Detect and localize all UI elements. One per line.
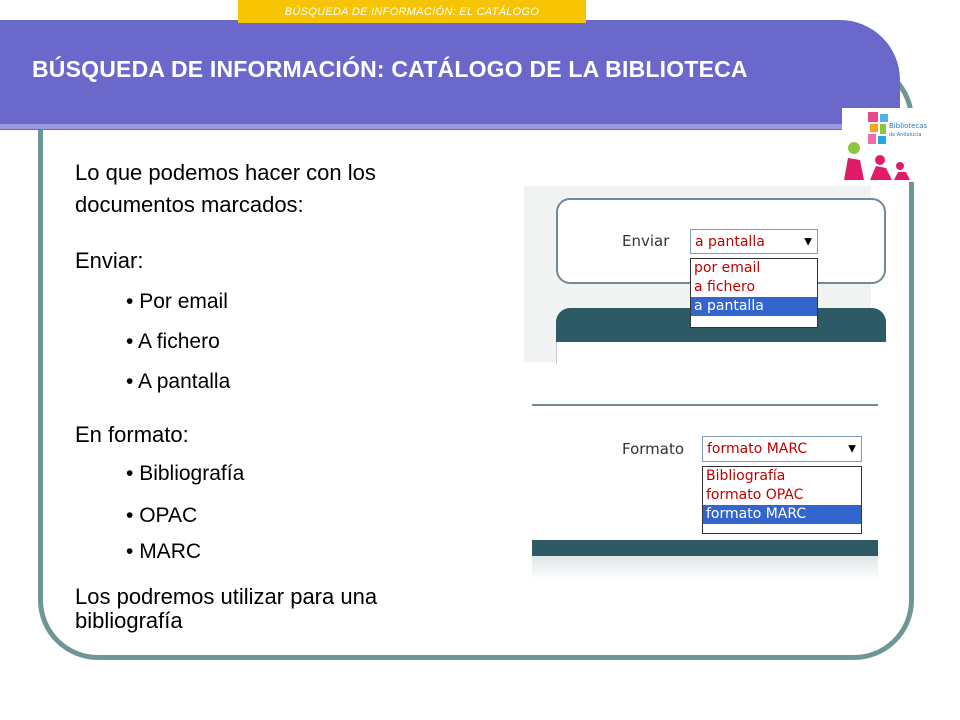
send-dropdown <box>690 258 818 328</box>
format-dropdown-option[interactable]: formato OPAC <box>706 487 804 503</box>
slide-title: BÚSQUEDA DE INFORMACIÓN: CATÁLOGO DE LA BIBLIOTECA <box>32 56 748 82</box>
logo-text-line1: Bibliotecas <box>889 122 928 130</box>
format-results-bar <box>532 540 878 556</box>
intro-line-1: Lo que podemos hacer con los <box>75 160 376 185</box>
format-results-area <box>532 556 878 580</box>
format-dropdown-option-selected[interactable]: formato MARC <box>703 505 861 524</box>
outro-line-1: Los podremos utilizar para una <box>75 584 378 609</box>
send-option-screen: • A pantalla <box>126 370 231 393</box>
format-screenshot <box>532 404 878 580</box>
format-heading: En formato: <box>75 422 189 447</box>
outro-line-2: bibliografía <box>75 608 183 633</box>
format-option-bibliography: • Bibliografía <box>126 462 245 485</box>
send-select[interactable] <box>690 229 818 254</box>
title-underline <box>0 124 844 129</box>
format-select-value: formato MARC <box>707 441 808 457</box>
send-results-area <box>556 342 887 364</box>
format-dropdown-option[interactable]: Bibliografía <box>706 468 786 484</box>
chevron-down-icon: ▼ <box>804 236 812 247</box>
send-heading: Enviar: <box>75 248 144 273</box>
send-dropdown-option[interactable]: a fichero <box>694 279 756 295</box>
intro-line-2: documentos marcados: <box>75 192 304 217</box>
send-option-email: • Por email <box>126 290 228 313</box>
send-select-label: Enviar <box>622 232 670 250</box>
send-dropdown-option-selected[interactable]: a pantalla <box>691 297 817 316</box>
format-option-marc: • MARC <box>126 540 202 563</box>
bibliotecas-andalucia-logo <box>842 108 928 182</box>
chevron-down-icon: ▼ <box>848 443 856 455</box>
format-option-opac: • OPAC <box>126 504 198 527</box>
format-dropdown <box>702 466 862 534</box>
section-tag: BÚSQUEDA DE INFORMACIÓN: EL CATÁLOGO <box>238 0 586 23</box>
logo-text-line2: de Andalucía <box>889 132 922 138</box>
send-option-file: • A fichero <box>126 330 220 353</box>
send-dropdown-option[interactable]: por email <box>694 260 761 276</box>
format-panel-border <box>532 404 878 406</box>
format-select[interactable] <box>702 436 862 462</box>
send-select-value: a pantalla <box>695 233 765 250</box>
send-screenshot <box>524 186 871 362</box>
format-select-label: Formato <box>622 440 685 458</box>
